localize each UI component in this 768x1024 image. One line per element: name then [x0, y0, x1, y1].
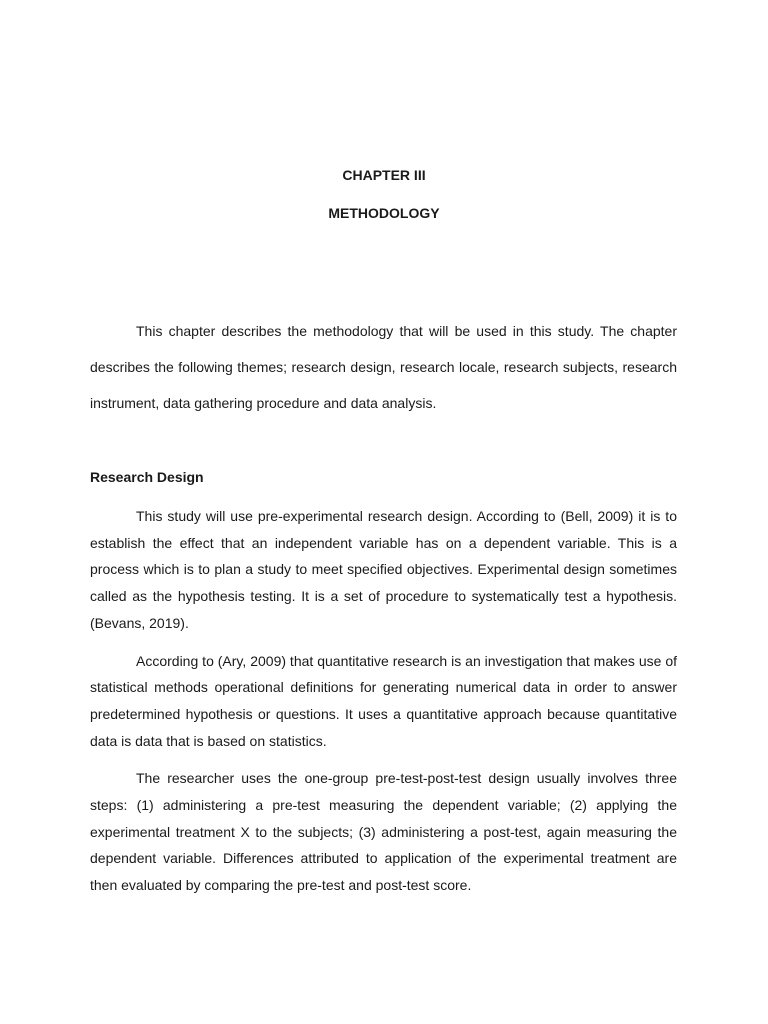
paragraph-one-group-design: The researcher uses the one-group pre-test-post-test design usually involves three steps: (1) administering a pre-test measuring the dependent variable; (2) applying the experimental treatment X to the subjects; (3) administering a post-test, again measuring the dependent variable. Differences attributed to application of the experimental treatment are then evaluated by comparing the pre-test and post-test score.	[90, 770, 677, 894]
intro-paragraph: This chapter describes the methodology that will be used in this study. The chapter describes the following themes; research design, research locale, research subjects, research instrument, data gathering procedure and data analysis.	[90, 323, 677, 411]
chapter-title: METHODOLOGY	[328, 205, 440, 221]
paragraph-quantitative-research: According to (Ary, 2009) that quantitative research is an investigation that makes use of statistical methods operational definitions for generating numerical data in order to answer predetermined hypothesis or questions. It uses a quantitative approach because quantitative data is data that is based on statistics.	[90, 652, 677, 749]
paragraph-pre-experimental-design: This study will use pre-experimental research design. According to (Bell, 2009) it is to establish the effect that an independent variable has on a dependent variable. This is a process which is to plan a study to meet specified objectives. Experimental design sometimes called as the hypothesis testing. It is a set of procedure to systematically test a hypothesis. (Bevans, 2019).	[90, 508, 677, 631]
section-heading-research-design: Research Design	[90, 469, 204, 485]
section-body	[90, 503, 677, 910]
chapter-number: CHAPTER III	[342, 167, 426, 183]
